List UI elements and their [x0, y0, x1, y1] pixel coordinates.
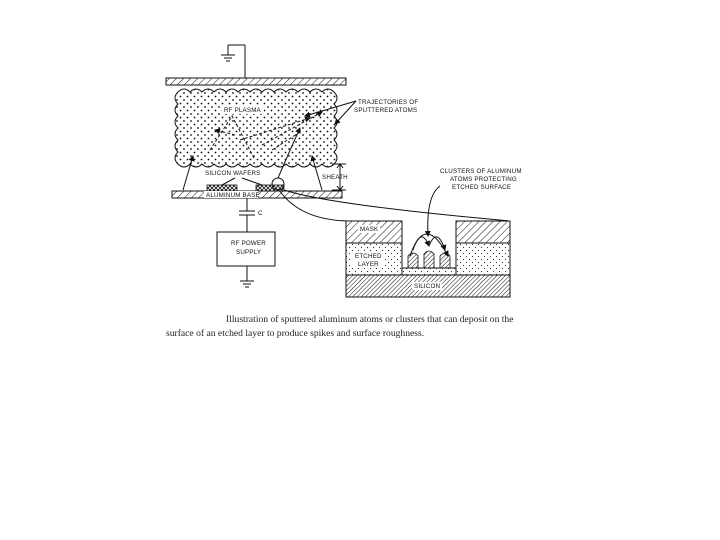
capacitor-label: C	[258, 210, 263, 217]
rf-power-label-line1: RF POWER	[231, 240, 266, 247]
figure-caption	[166, 313, 546, 341]
silicon-wafers-label: SILICON WAFERS	[205, 170, 261, 177]
trajectories-label-line2: SPUTTERED ATOMS	[354, 107, 418, 114]
etched-layer-label-line1: ETCHED	[355, 253, 382, 260]
plasma-cloud	[175, 89, 337, 167]
clusters-leader	[428, 186, 440, 236]
clusters-label-line1: CLUSTERS OF ALUMINUM	[440, 168, 522, 175]
trajectories-label-line1: TRAJECTORIES OF	[358, 99, 419, 106]
silicon-wafer-left	[207, 185, 237, 191]
ground-symbol-top	[221, 45, 245, 78]
caption-line1: Illustration of sputtered aluminum atoms or clusters that can deposit on the	[226, 314, 514, 325]
plasma-label: RF PLASMA	[224, 107, 261, 114]
ground-symbol-bottom	[240, 266, 254, 287]
silicon-label: SILICON	[414, 283, 441, 290]
top-electrode	[166, 78, 346, 85]
sheath-label: SHEATH	[322, 174, 348, 181]
clusters-label-line2: ATOMS PROTECTING	[450, 176, 517, 183]
caption-line2: surface of an etched layer to produce spikes and surface roughness.	[166, 328, 425, 339]
clusters-label-line3: ETCHED SURFACE	[452, 184, 512, 191]
capacitor	[239, 198, 255, 232]
rf-power-label-line2: SUPPLY	[236, 249, 262, 256]
etched-layer-label-line2: LAYER	[358, 261, 379, 268]
mask-label: MASK	[360, 226, 379, 233]
aluminum-base-label: ALUMINUM BASE	[206, 192, 260, 199]
